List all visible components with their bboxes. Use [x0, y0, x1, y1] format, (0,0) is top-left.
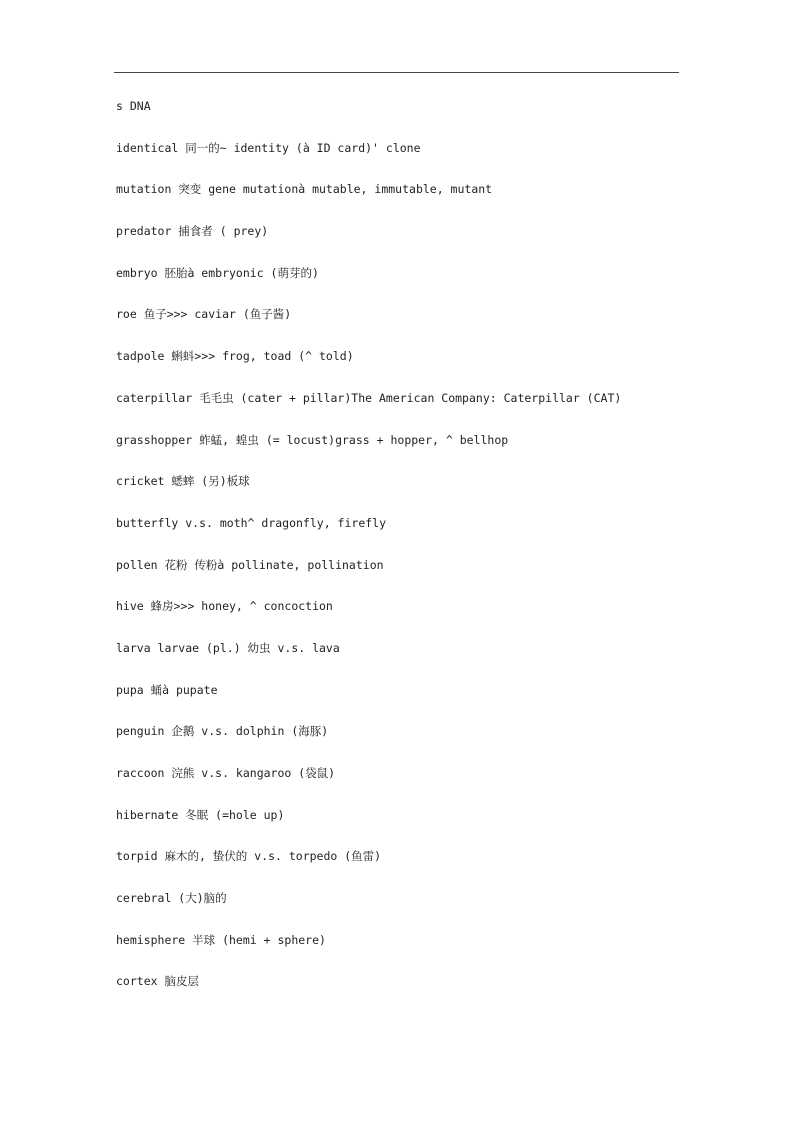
vocabulary-list [116, 98, 736, 1015]
vocab-entry-caterpillar: caterpillar 毛毛虫 (cater + pillar)The American Company: Caterpillar (CAT) [116, 390, 622, 405]
vocab-entry-pollen: pollen 花粉 传粉à pollinate, pollination [116, 557, 384, 572]
vocab-entry-cortex: cortex 脑皮层 [116, 974, 199, 989]
vocab-entry-hive: hive 蜂房>>> honey, ^ concoction [116, 599, 333, 614]
vocab-entry-embryo: embryo 胚胎à embryonic (萌芽的) [116, 265, 319, 280]
vocab-entry-hemisphere: hemisphere 半球 (hemi + sphere) [116, 932, 326, 947]
vocab-entry-mutation: mutation 突变 gene mutationà mutable, immutable, mutant [116, 182, 493, 197]
vocab-entry-roe: roe 鱼子>>> caviar (鱼子酱) [116, 307, 292, 322]
vocab-entry-cerebral: cerebral (大)脑的 [116, 891, 227, 906]
vocab-entry-dna: s DNA [116, 99, 151, 113]
vocab-entry-cricket: cricket 蟋蟀 (另)板球 [116, 474, 250, 489]
vocab-entry-larva: larva larvae (pl.) 幼虫 v.s. lava [116, 640, 340, 655]
vocab-entry-grasshopper: grasshopper 蚱蜢, 蝗虫 (= locust)grass + hopper, ^ bellhop [116, 432, 509, 447]
vocab-entry-identical: identical 同一的~ identity (à ID card)' clone [116, 140, 421, 155]
vocab-entry-torpid: torpid 麻木的, 蛰伏的 v.s. torpedo (鱼雷) [116, 849, 382, 864]
vocab-entry-butterfly: butterfly v.s. moth^ dragonfly, firefly [116, 515, 387, 530]
vocab-entry-pupa: pupa 蛹à pupate [116, 682, 218, 697]
vocab-entry-predator: predator 捕食者 ( prey) [116, 224, 269, 239]
vocab-entry-hibernate: hibernate 冬眠 (=hole up) [116, 807, 285, 822]
header-rule [114, 72, 679, 73]
vocab-entry-raccoon: raccoon 浣熊 v.s. kangaroo (袋鼠) [116, 766, 336, 780]
vocab-entry-tadpole: tadpole 蝌蚪>>> frog, toad (^ told) [116, 349, 354, 364]
vocab-entry-penguin: penguin 企鹅 v.s. dolphin (海豚) [116, 724, 329, 739]
